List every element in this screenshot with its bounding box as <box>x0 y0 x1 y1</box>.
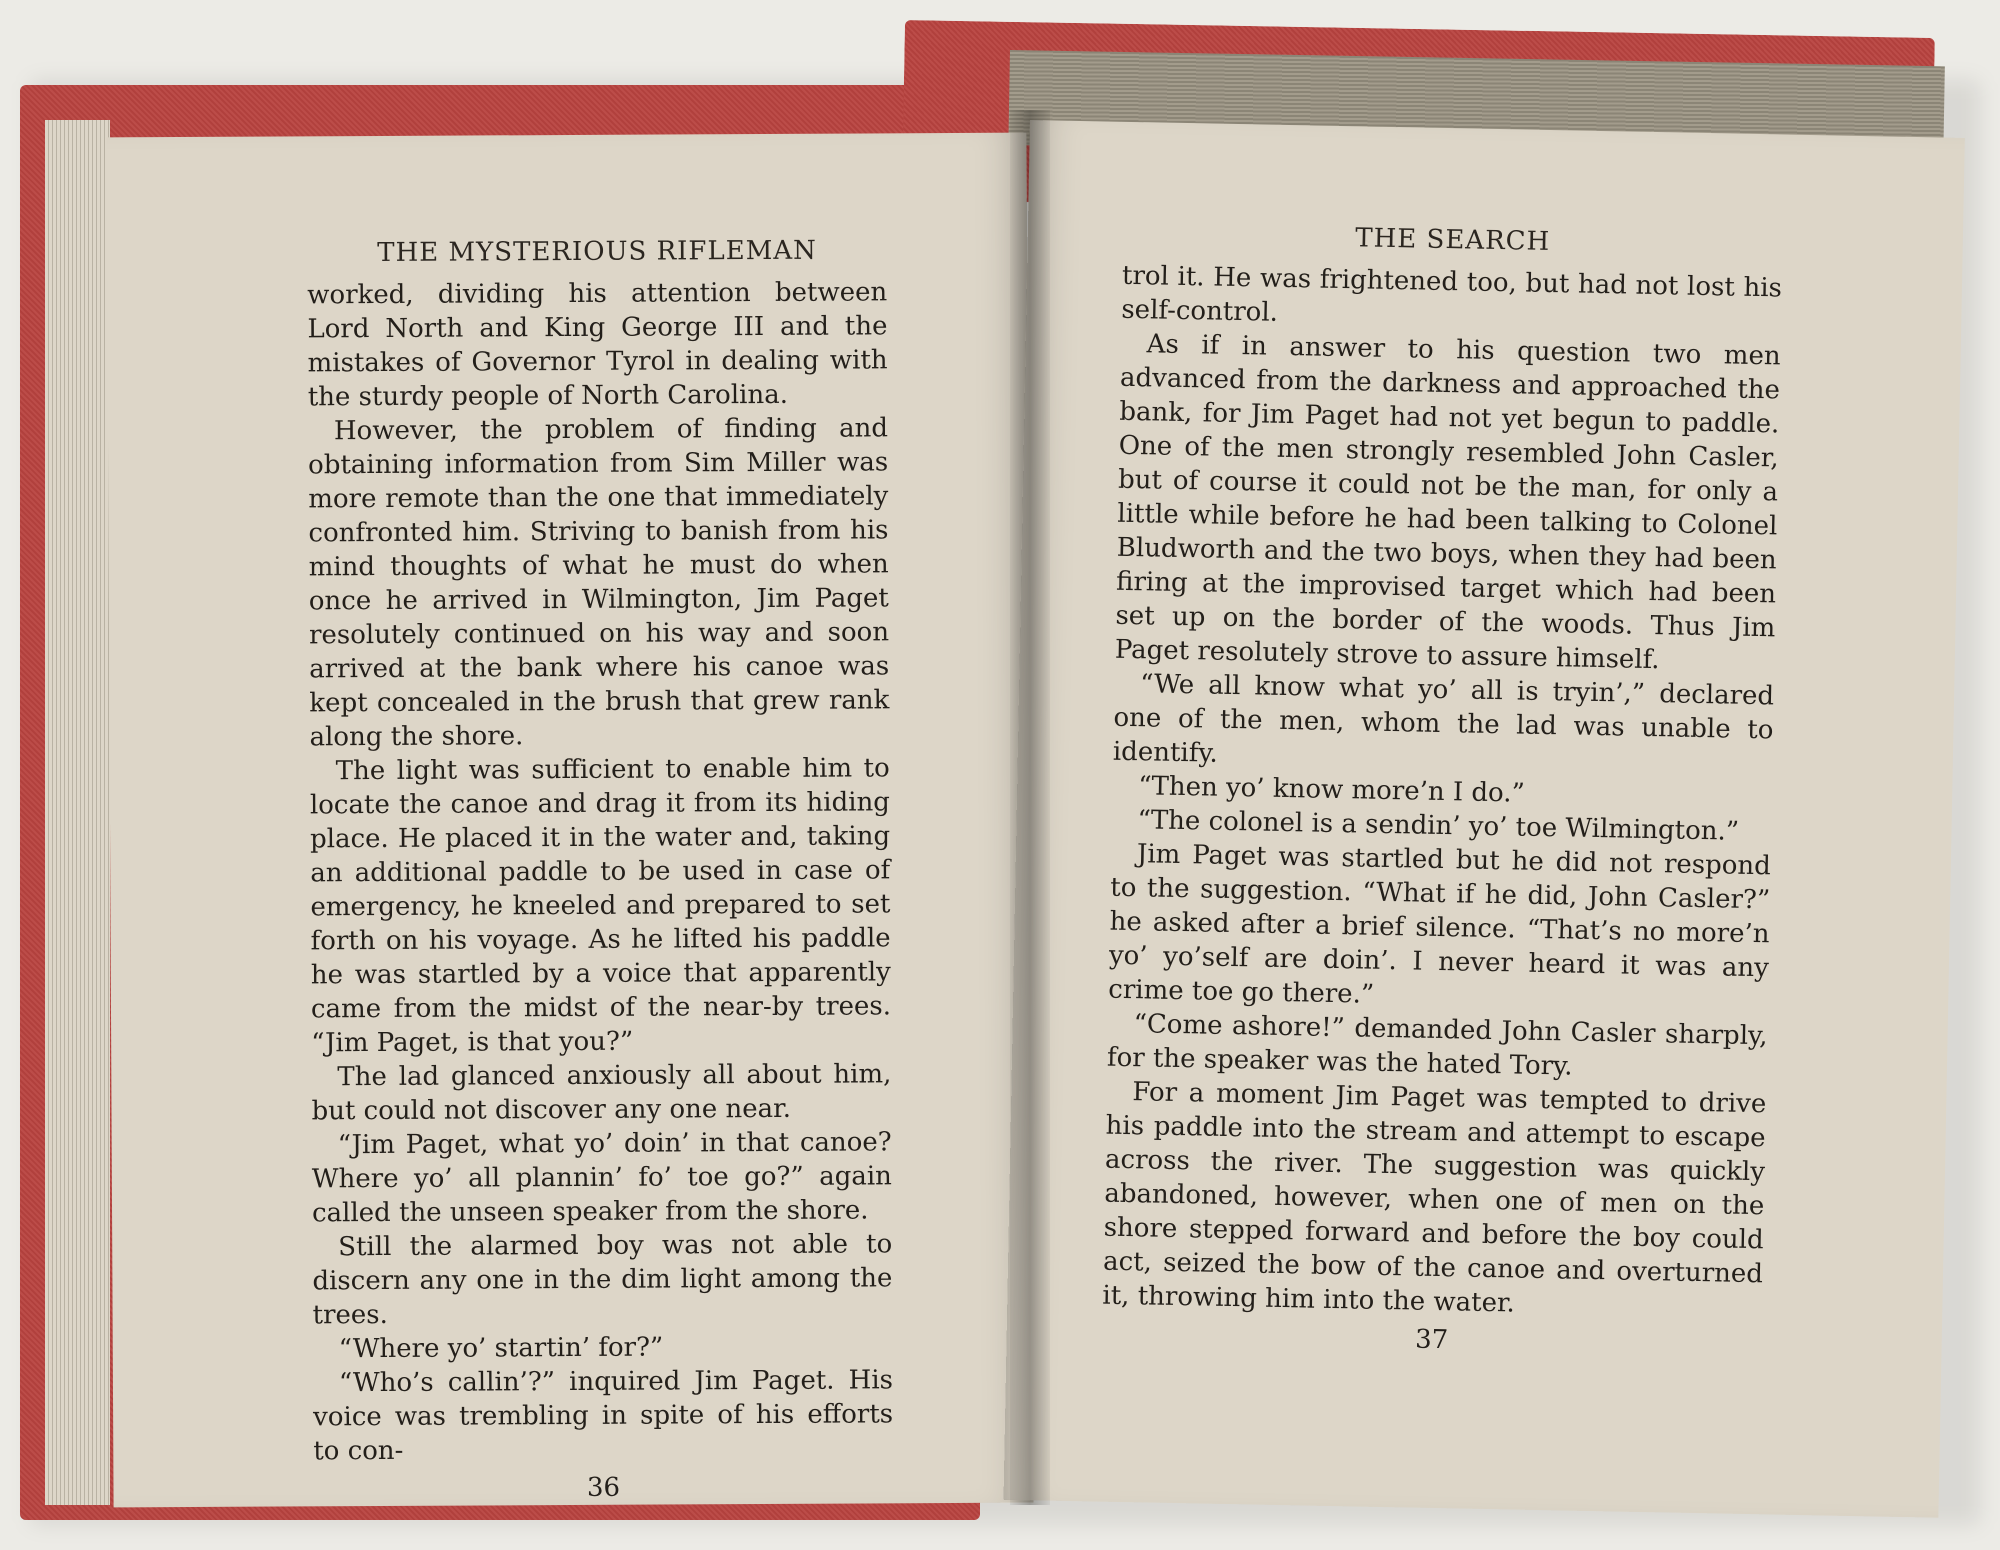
left-paragraph: However, the problem of finding and obtaining information from Sim Miller was more remote than the one that immediately confronted him. Striving to banish from his mind thoughts of what he must do when once he arrived in Wilmington, Jim Paget resolutely continued on his way and soon arrived at the bank where his canoe was kept concealed in the brush that grew rank along the shore. <box>308 413 890 753</box>
page-stack-left <box>45 120 110 1505</box>
left-page-number: 36 <box>586 1472 621 1503</box>
left-running-head: THE MYSTERIOUS RIFLEMAN <box>377 235 817 269</box>
right-paragraph: As if in answer to his question two men advanced from the darkness and approached the bank, for Jim Paget had not yet begun to paddle. One of the men strongly resembled John Casler, but of course it could not be the man, for only a little while before he had been talking to Colonel Bludworth and the two boys, when they had been firing at the improvised target which had been set up on the border of the woods. Thus Jim Paget resolutely strove to assure himself. <box>1114 329 1781 676</box>
left-text-block <box>307 233 894 1506</box>
left-paragraph: “Where yo’ startin’ for?” <box>338 1332 664 1365</box>
left-paragraph: Still the alarmed boy was not able to discern any one in the dim light among the trees. <box>312 1229 893 1331</box>
right-paragraph: Jim Paget was startled but he did not respond to the suggestion. “What if he did, John Casler?” he asked after a brief silence. “That’s no more’n yo’ yo’self are doin’. I never heard it was any crime toe go there.” <box>1108 839 1772 1010</box>
left-paragraph: The lad glanced anxiously all about him, but could not discover any one near. <box>311 1059 892 1127</box>
left-paragraph: The light was sufficient to enable him to locate the canoe and drag it from its hiding place. He placed it in the water and, taking an additional paddle to be used in case of emergency, he kneeled and prepared to set forth on his voyage. As he lifted his paddle he was startled by a voice that apparently came from the midst of the near-by trees. “Jim Paget, is that you?” <box>309 753 892 1059</box>
right-paragraph: For a moment Jim Paget was tempted to drive his paddle into the stream and attempt to escape across the river. The suggestion was quickly abandoned, however, when one of men on the shore stepped forward and before the boy could act, seized the bow of the canoe and overturned it, throwing him into the water. <box>1102 1077 1767 1319</box>
right-paragraph: “Then yo’ know more’n I do.” <box>1137 771 1526 809</box>
book-gutter <box>1010 110 1050 1505</box>
left-paragraph: “Who’s callin’?” inquired Jim Paget. His voice was trembling in spite of his efforts to con- <box>313 1365 894 1467</box>
right-paragraph: “The colonel is a sendin’ yo’ toe Wilmington.” <box>1137 805 1740 847</box>
right-paragraph: “We all know what yo’ all is tryin’,” declared one of the men, whom the lad was unable to identify. <box>1112 669 1775 769</box>
left-paragraph: worked, dividing his attention between Lord North and King George III and the mistakes of Governor Tyrol in dealing with the sturdy people of North Carolina. <box>307 277 888 413</box>
right-paragraph: trol it. He was frightened too, but had not lost his self-control. <box>1121 260 1783 328</box>
right-text-block <box>1101 217 1783 1363</box>
right-paragraph: “Come ashore!” demanded John Casler sharply, for the speaker was the hated Tory. <box>1106 1009 1768 1082</box>
right-page <box>1004 120 1965 1518</box>
right-page-number: 37 <box>1414 1324 1449 1356</box>
left-paragraph: “Jim Paget, what yo’ doin’ in that canoe? Where yo’ all plannin’ fo’ toe go?” again called the unseen speaker from the shore. <box>311 1127 892 1229</box>
right-running-head: THE SEARCH <box>1355 223 1551 258</box>
left-page <box>106 133 1033 1508</box>
